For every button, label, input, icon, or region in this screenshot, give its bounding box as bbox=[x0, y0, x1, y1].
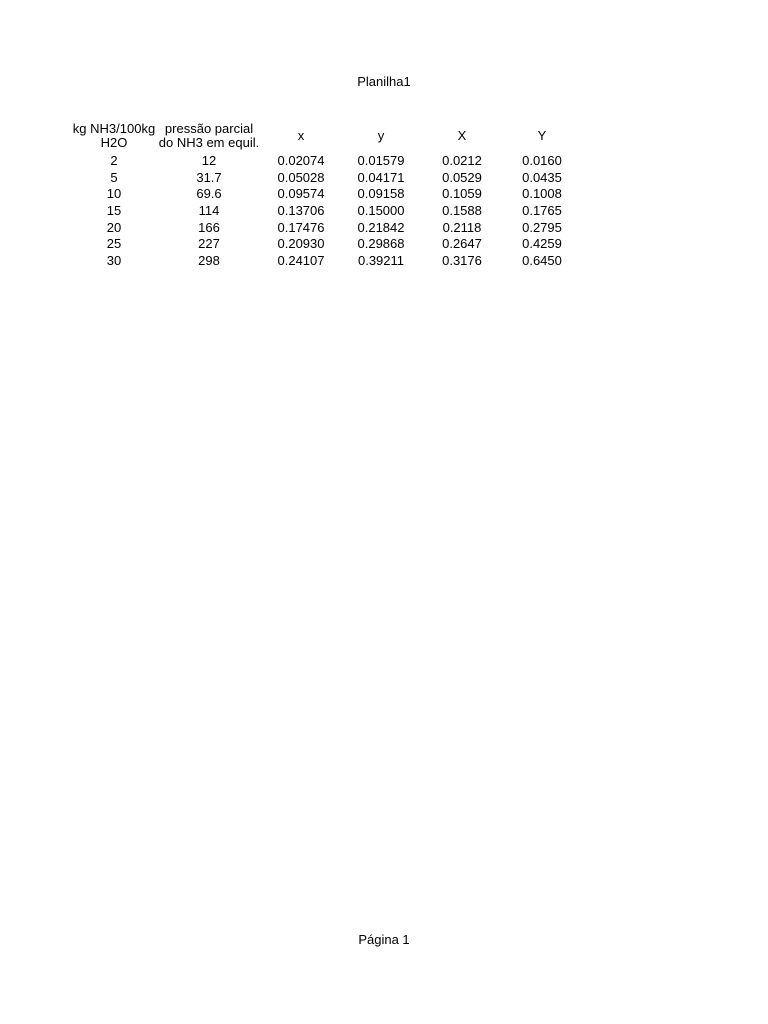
column-header-x-upper: X bbox=[457, 128, 467, 143]
table-cell: 15 bbox=[106, 203, 122, 219]
column-header-pressao-parcial bbox=[156, 119, 262, 153]
table-cell: 0.2118 bbox=[442, 219, 482, 235]
table-row bbox=[72, 170, 582, 187]
column-header-line: H2O bbox=[100, 135, 128, 150]
table-cell: 0.09574 bbox=[277, 186, 325, 202]
table-cell: 0.0435 bbox=[522, 169, 562, 185]
table-cell: 0.1059 bbox=[442, 186, 482, 202]
table-row bbox=[72, 153, 582, 170]
table-cell: 20 bbox=[106, 219, 122, 235]
column-header-y-lower: y bbox=[377, 128, 385, 143]
table-cell: 0.1588 bbox=[442, 203, 482, 219]
table-row bbox=[72, 236, 582, 253]
table-cell: 0.1765 bbox=[522, 203, 562, 219]
table-cell: 12 bbox=[201, 153, 217, 169]
table-cell: 0.17476 bbox=[277, 219, 325, 235]
table-cell: 0.2647 bbox=[442, 236, 482, 252]
column-header-line: kg NH3/100kg bbox=[72, 121, 156, 136]
table-row bbox=[72, 253, 582, 270]
table-cell: 0.6450 bbox=[522, 252, 562, 268]
table-cell: 0.21842 bbox=[357, 219, 405, 235]
column-header-line: do NH3 em equil. bbox=[158, 135, 260, 150]
table-cell: 0.13706 bbox=[277, 203, 325, 219]
table-cell: 0.04171 bbox=[357, 169, 405, 185]
column-header-x-lower: x bbox=[297, 128, 305, 143]
table-cell: 2 bbox=[110, 153, 118, 169]
table-cell: 0.4259 bbox=[522, 236, 562, 252]
table-cell: 227 bbox=[198, 236, 220, 252]
table-cell: 0.2795 bbox=[522, 219, 562, 235]
table-cell: 0.24107 bbox=[277, 252, 325, 268]
table-cell: 5 bbox=[110, 169, 118, 185]
table-cell: 114 bbox=[198, 203, 220, 219]
data-table bbox=[72, 119, 582, 269]
table-cell: 0.0529 bbox=[442, 169, 482, 185]
table-cell: 0.09158 bbox=[357, 186, 405, 202]
column-header-line: pressão parcial bbox=[164, 121, 254, 136]
table-cell: 30 bbox=[106, 252, 122, 268]
table-cell: 0.39211 bbox=[357, 252, 405, 268]
table-cell: 25 bbox=[106, 236, 122, 252]
table-cell: 69.6 bbox=[196, 186, 222, 202]
page-number: Página 1 bbox=[358, 932, 410, 947]
table-cell: 0.20930 bbox=[277, 236, 325, 252]
table-cell: 298 bbox=[198, 252, 220, 268]
table-cell: 31.7 bbox=[196, 169, 222, 185]
table-cell: 0.05028 bbox=[277, 169, 325, 185]
table-cell: 0.3176 bbox=[442, 252, 482, 268]
table-cell: 0.0212 bbox=[442, 153, 482, 169]
column-header-y-upper: Y bbox=[537, 128, 547, 143]
table-cell: 0.02074 bbox=[277, 153, 325, 169]
table-cell: 0.1008 bbox=[522, 186, 562, 202]
table-cell: 166 bbox=[198, 219, 220, 235]
table-header-row bbox=[72, 119, 582, 153]
table-row bbox=[72, 203, 582, 220]
table-cell: 10 bbox=[106, 186, 122, 202]
column-header-kg-nh3 bbox=[72, 119, 156, 153]
table-row bbox=[72, 219, 582, 236]
sheet-title: Planilha1 bbox=[357, 74, 411, 89]
table-row bbox=[72, 186, 582, 203]
table-cell: 0.0160 bbox=[522, 153, 562, 169]
table-cell: 0.15000 bbox=[357, 203, 405, 219]
table-cell: 0.01579 bbox=[357, 153, 405, 169]
table-cell: 0.29868 bbox=[357, 236, 405, 252]
